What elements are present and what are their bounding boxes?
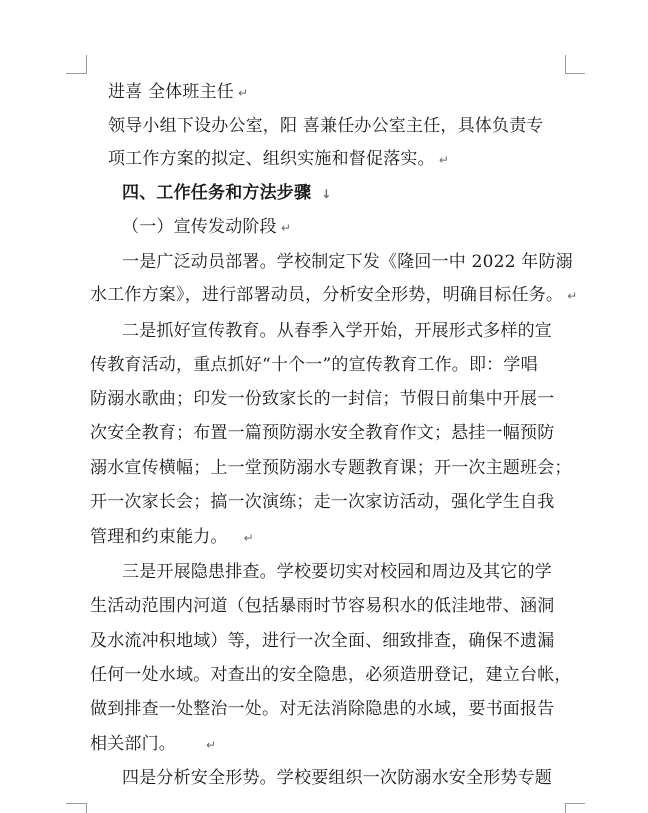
line-text: 领导小组下设办公室，阳 喜兼任办公室主任，具体负责专 xyxy=(108,116,544,136)
text-line-12 xyxy=(90,458,572,478)
text-line-10 xyxy=(90,389,554,409)
text-line-14 xyxy=(90,527,254,548)
crop-mark-bottom-left-h xyxy=(66,803,86,804)
crop-mark-top-left-h xyxy=(66,73,86,74)
text-line-11 xyxy=(90,423,554,443)
section-heading xyxy=(122,183,331,204)
text-line-8 xyxy=(122,321,552,341)
text-line-18 xyxy=(90,665,572,685)
text-line-19 xyxy=(90,699,554,719)
paragraph-mark-icon: ↵ xyxy=(567,289,578,303)
line-text: 项工作方案的拟定、组织实施和督促落实。 xyxy=(108,149,435,169)
line-text: 做到排查一处整治一处。对无法消除隐患的水域，要书面报告 xyxy=(90,699,555,719)
paragraph-mark-icon: ↵ xyxy=(206,738,217,752)
paragraph-mark-icon: ↵ xyxy=(280,221,292,235)
text-line-3 xyxy=(108,149,449,170)
line-text: 进喜 全体班主任 xyxy=(108,82,235,102)
text-line-1 xyxy=(108,82,248,103)
crop-mark-top-left-v xyxy=(86,55,87,74)
text-line-6 xyxy=(122,252,573,272)
line-text: 防溺水歌曲；印发一份致家长的一封信；节假日前集中开展一 xyxy=(90,389,555,409)
paragraph-mark-icon: ↵ xyxy=(438,153,450,167)
line-text: 水工作方案》，进行部署动员，分析安全形势，明确目标任务。 xyxy=(90,285,564,305)
text-line-21 xyxy=(122,768,552,788)
line-text: 任何一处水域。对查出的安全隐患，必须造册登记，建立台帐， xyxy=(90,665,572,685)
paragraph-mark-icon: ↵ xyxy=(238,86,249,100)
line-text: 溺水宣传横幅；上一堂预防溺水专题教育课；开一次主题班会； xyxy=(90,458,572,478)
line-text: 管理和约束能力。 xyxy=(90,527,228,547)
subheading-text: （一）宣传发动阶段 xyxy=(122,217,277,237)
heading-text: 四、工作任务和方法步骤 xyxy=(122,183,312,203)
crop-mark-bottom-left-v xyxy=(86,803,87,813)
line-text: 二是抓好宣传教育。从春季入学开始，开展形式多样的宣 xyxy=(122,321,552,341)
text-line-17 xyxy=(90,631,554,651)
crop-mark-bottom-right-v xyxy=(565,803,566,813)
line-text: 及水流冲积地域）等，进行一次全面、细致排查，确保不遗漏 xyxy=(90,631,555,651)
text-line-16 xyxy=(90,596,554,616)
line-text: 三是开展隐患排查。学校要切实对校园和周边及其它的学 xyxy=(122,562,552,582)
text-line-9 xyxy=(90,355,538,375)
crop-mark-top-right-h xyxy=(565,73,585,74)
text-line-7 xyxy=(90,285,577,306)
line-text: 一是广泛动员部署。学校制定下发《隆回一中 2022 年防溺 xyxy=(122,252,573,272)
line-text: 传教育活动，重点抓好“十个一”的宣传教育工作。即：学唱 xyxy=(90,355,538,375)
subsection-heading xyxy=(122,217,291,238)
text-line-13 xyxy=(90,492,554,512)
line-text: 相关部门。 xyxy=(90,734,176,754)
text-line-2 xyxy=(108,116,544,136)
text-line-15 xyxy=(122,562,552,582)
line-text: 开一次家长会；搞一次演练；走一次家访活动，强化学生自我 xyxy=(90,492,555,512)
crop-mark-bottom-right-h xyxy=(565,803,585,804)
line-text: 次安全教育；布置一篇预防溺水安全教育作文；悬挂一幅预防 xyxy=(90,423,555,443)
line-text: 生活动范围内河道（包括暴雨时节容易积水的低洼地带、涵洞 xyxy=(90,596,555,616)
paragraph-mark-icon: ↵ xyxy=(243,531,254,545)
crop-mark-top-right-v xyxy=(565,55,566,74)
text-line-20 xyxy=(90,734,216,755)
line-text: 四是分析安全形势。学校要组织一次防溺水安全形势专题 xyxy=(122,768,552,788)
paragraph-mark-icon: ↓ xyxy=(321,187,332,201)
